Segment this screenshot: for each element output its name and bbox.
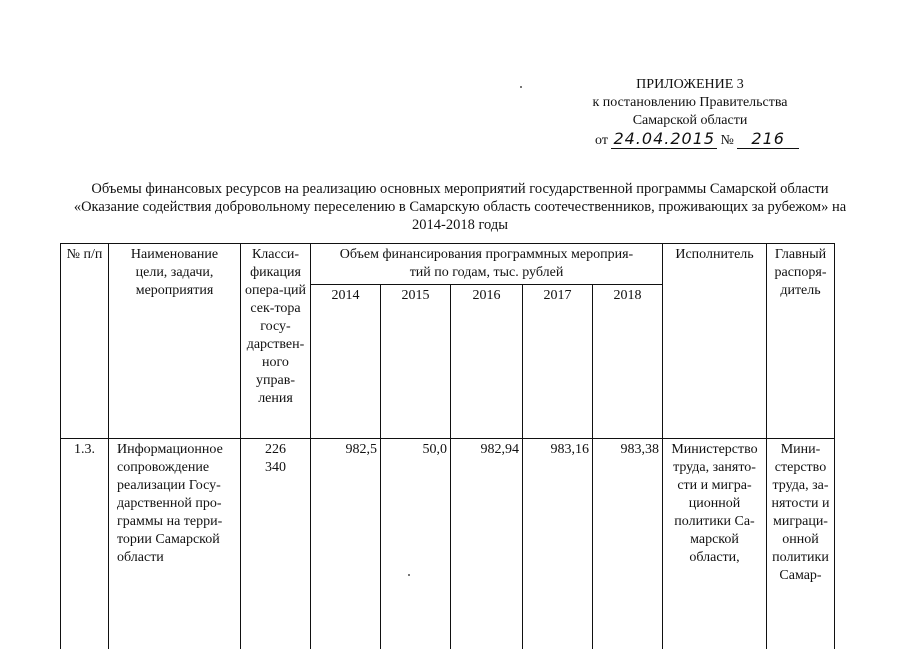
header-num: № п/п: [61, 244, 109, 439]
row-value-2018: 983,38: [593, 439, 663, 649]
financing-table: [60, 243, 835, 649]
header-manager: Главный распоря-дитель: [767, 244, 835, 439]
table-row: [61, 439, 835, 649]
from-label: от: [595, 133, 608, 148]
header-name: Наименование цели, задачи, мероприятия: [109, 244, 241, 439]
header-classification: Класси-фикация опера-ций сек-тора госу-дарствен-ного управ-ления: [241, 244, 311, 439]
header-year: 2015: [381, 285, 451, 439]
scan-speck: [408, 574, 410, 576]
row-value-2016: 982,94: [451, 439, 523, 649]
row-value-2015: 50,0: [381, 439, 451, 649]
row-value-2014: 982,5: [311, 439, 381, 649]
appendix-signature-line: [560, 130, 820, 150]
handwritten-number: 216: [737, 129, 799, 149]
row-value-2017: 983,16: [523, 439, 593, 649]
header-year: 2017: [523, 285, 593, 439]
header-executor: Исполнитель: [663, 244, 767, 439]
header-volume: Объем финансирования программных мероприя-тий по годам, тыс. рублей: [311, 244, 663, 285]
header-year: 2016: [451, 285, 523, 439]
header-year: 2018: [593, 285, 663, 439]
row-executor: Министерство труда, занято-сти и мигра-ционной политики Са-марской области,: [663, 439, 767, 649]
appendix-line-1: к постановлению Правительства: [592, 95, 788, 110]
scan-speck: [520, 86, 522, 88]
appendix-title: ПРИЛОЖЕНИЕ 3: [636, 77, 744, 92]
appendix-block: [560, 76, 820, 150]
number-label: №: [720, 133, 734, 148]
handwritten-date: 24.04.2015: [613, 129, 716, 148]
row-name: Информационное сопровождение реализации Госу-дарственной про-граммы на терри-тории Самарской области: [109, 439, 241, 649]
appendix-line-2: Самарской области: [632, 113, 748, 128]
row-classification: 226 340: [241, 439, 311, 649]
row-num: 1.3.: [61, 439, 109, 649]
document-title: Объемы финансовых ресурсов на реализацию основных мероприятий государственной программы Самарской области «Оказание содействия добровольному переселению в Самарскую область соотечественников, проживающих за рубежом» на 2014-2018 годы: [73, 181, 847, 233]
header-year: 2014: [311, 285, 381, 439]
row-manager: Мини-стерство труда, за-нятости и миграци-онной политики Самар-: [767, 439, 835, 649]
